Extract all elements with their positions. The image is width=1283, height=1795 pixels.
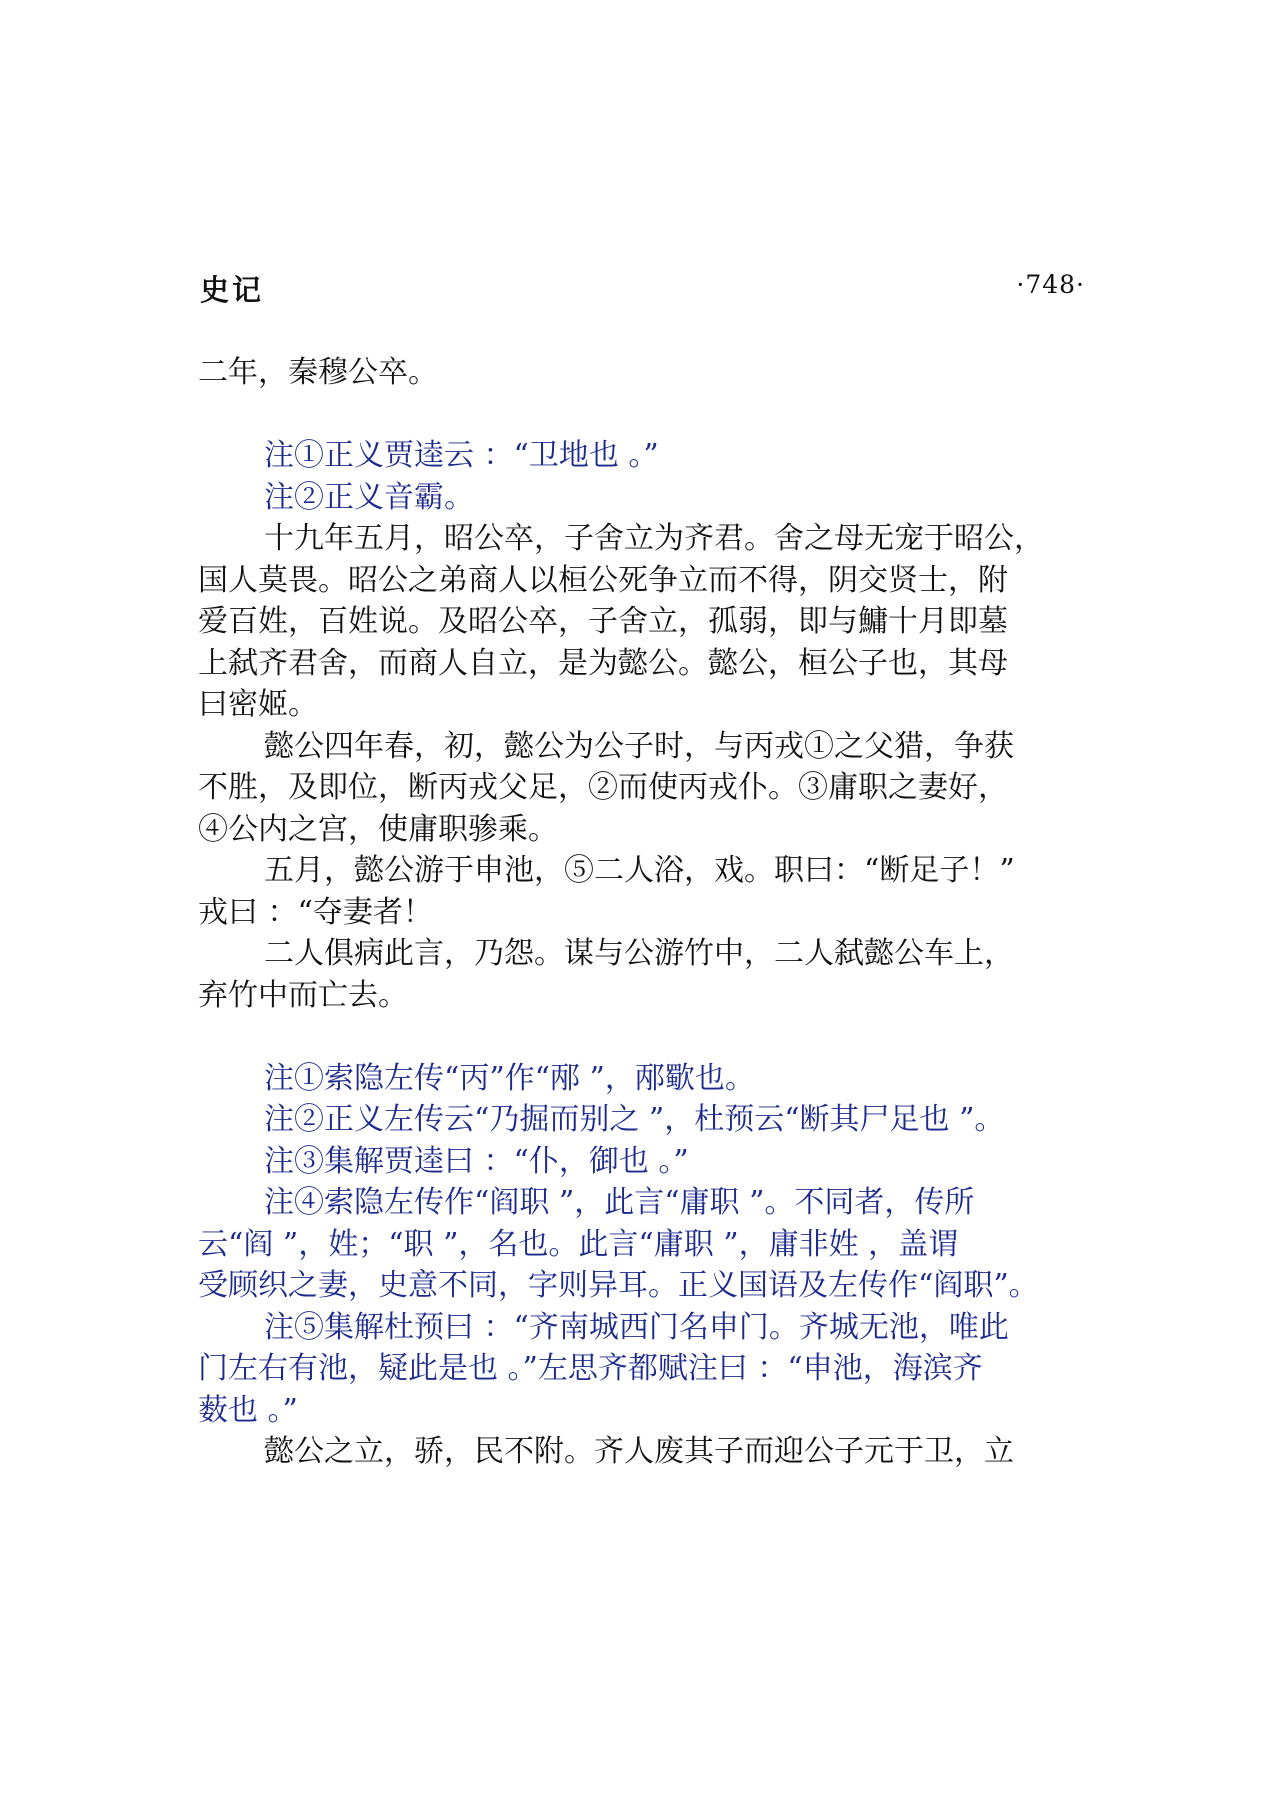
annotation-line: 注④索隐左传作“阎职 ”，此言“庸职 ”。不同者，传所 (264, 1185, 975, 1220)
text-line: 国人莫畏。昭公之弟商人以桓公死争立而不得，阴交贤士，附 (198, 562, 1008, 598)
annotation-line: 薮也 。” (198, 1392, 298, 1428)
book-title: 史记 (200, 273, 265, 307)
text-line: 懿公四年春，初，懿公为公子时，与丙戎①之父猎，争获 (264, 728, 1014, 764)
annotation-line: 门左右有池，疑此是也 。”左思齐都赋注曰 ：“申池，海滨齐 (198, 1351, 983, 1386)
running-head (200, 268, 1085, 308)
annotation-line: 云“阎 ”，姓；“职 ”，名也。此言“庸职 ”，庸非姓 ，盖谓 (198, 1226, 959, 1262)
text-line: 上弑齐君舍，而商人自立，是为懿公。懿公，桓公子也，其母 (198, 645, 1008, 681)
page-number: ·748· (1016, 270, 1085, 299)
text-line: 十九年五月，昭公卒，子舍立为齐君。舍之母无宠于昭公， (264, 521, 1044, 556)
text-line: 戎曰 ：“夺妻者！ (198, 894, 433, 930)
annotation-line: 受顾织之妻，史意不同，字则异耳。正义国语及左传作“阎职”。 (198, 1268, 1039, 1303)
text-line: 弃竹中而亡去。 (198, 977, 408, 1013)
text-line: 二年，秦穆公卒。 (198, 355, 438, 390)
annotation-line: 注③集解贾逵曰 ：“仆，御也 。” (264, 1143, 689, 1179)
text-line: ④公内之宫，使庸职骖乘。 (198, 811, 558, 847)
text-line: 爱百姓，百姓说。及昭公卒，子舍立，孤弱，即与鱅十月即墓 (198, 604, 1008, 639)
blank-line (198, 1016, 1098, 1058)
annotation-line: 注①正义贾逵云 ：“卫地也 。” (264, 438, 659, 473)
text-line: 懿公之立，骄，民不附。齐人废其子而迎公子元于卫，立 (264, 1434, 1014, 1469)
text-line: 五月，懿公游于申池，⑤二人浴，戏。职曰：“断足子！” (264, 853, 1015, 888)
text-line: 曰密姬。 (198, 687, 318, 722)
annotation-line: 注①索隐左传“丙”作“邴 ”，邴歜也。 (264, 1060, 755, 1096)
text-line: 二人俱病此言，乃怨。谋与公游竹中，二人弑懿公车上， (264, 936, 1014, 971)
body-text (198, 352, 1098, 1473)
text-line: 不胜，及即位，断丙戎父足，②而使丙戎仆。③庸职之妻好， (198, 770, 1008, 805)
annotation-line: 注⑤集解杜预曰 ：“齐南城西门名申门。齐城无池，唯此 (264, 1309, 1009, 1345)
annotation-line: 注②正义音霸。 (264, 479, 474, 515)
annotation-line: 注②正义左传云“乃掘而别之 ”，杜预云“断其尸足也 ”。 (264, 1102, 1005, 1137)
blank-line (198, 394, 1098, 436)
